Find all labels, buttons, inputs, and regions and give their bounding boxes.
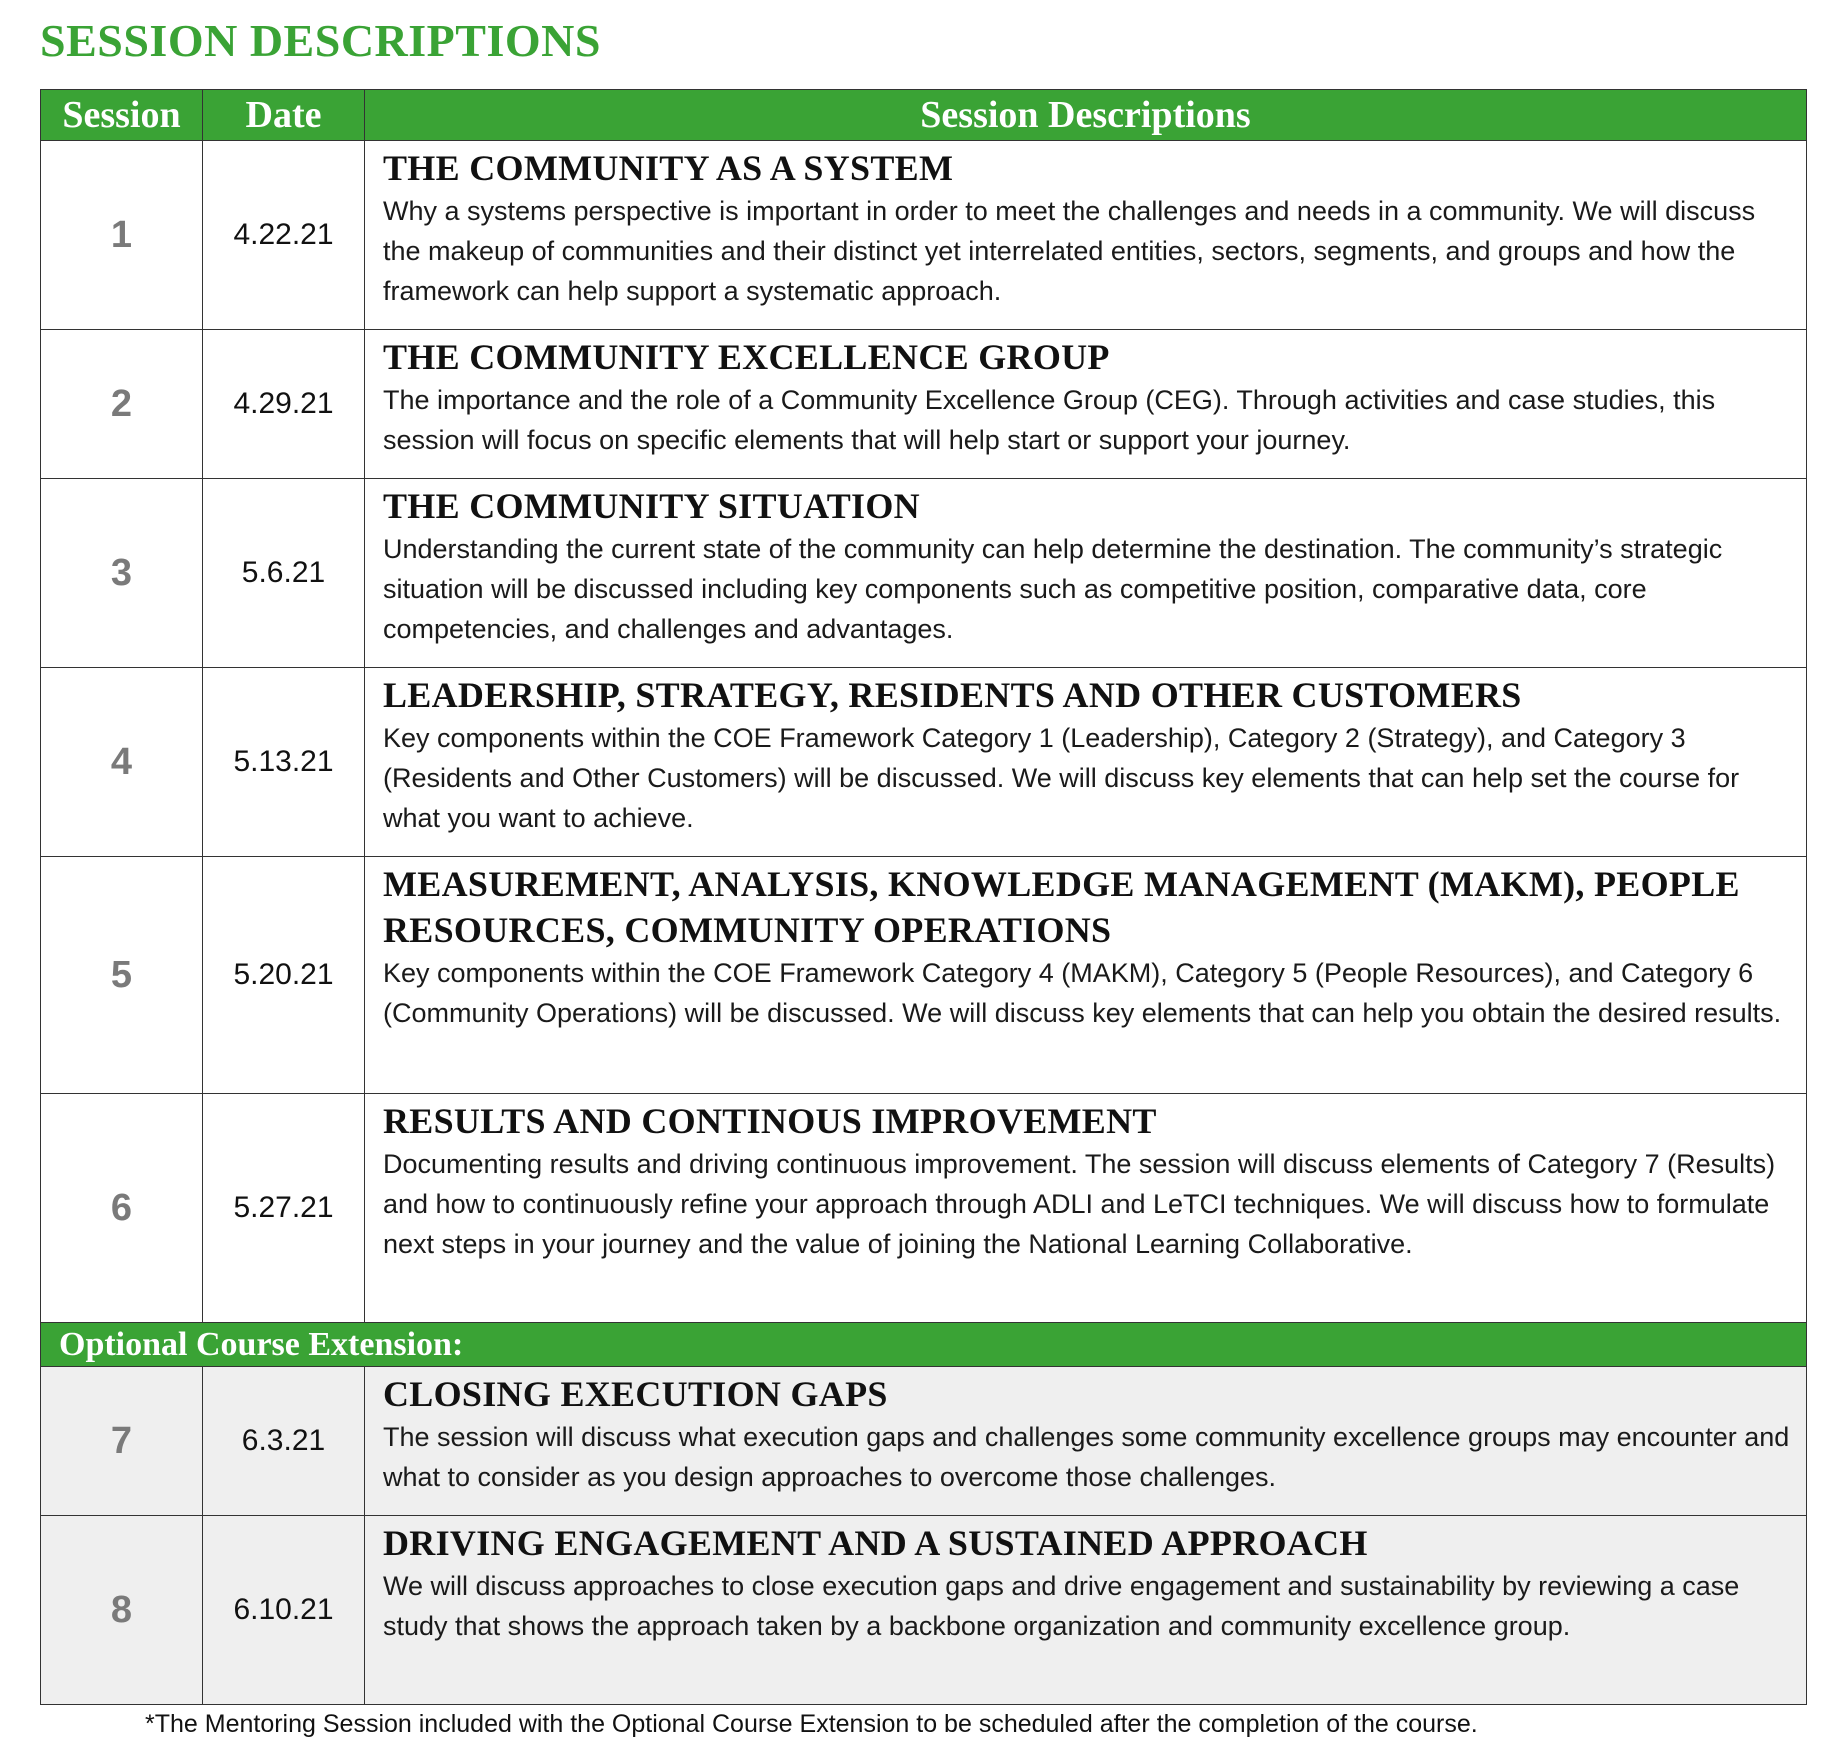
session-number: 1 [41,141,203,330]
session-title: DRIVING ENGAGEMENT AND A SUSTAINED APPROACH [383,1523,1368,1563]
table-row [41,1094,1807,1323]
page-title: SESSION DESCRIPTIONS [40,15,601,66]
session-description: Key components within the COE Framework Category 1 (Leadership), Category 2 (Strategy), and Category 3 (Residents and Other Customers) will be discussed. We will discuss key elements that can help set the course for what you want to achieve. [383,723,1740,833]
session-description-cell [365,479,1807,668]
session-title: RESULTS AND CONTINOUS IMPROVEMENT [383,1101,1157,1141]
table-row [41,1367,1807,1516]
session-number: 2 [41,330,203,479]
session-description: Documenting results and driving continuous improvement. The session will discuss elements of Category 7 (Results) and how to continuously refine your approach through ADLI and LeTCI techniques. We will discuss how to formulate next steps in your journey and the value of joining the National Learning Collaborative. [383,1149,1776,1259]
header-descriptions: Session Descriptions [365,90,1807,141]
session-description-cell [365,857,1807,1094]
footnote: *The Mentoring Session included with the Optional Course Extension to be scheduled after the completion of the course. [145,1710,1478,1738]
session-number: 8 [41,1516,203,1705]
session-description: The session will discuss what execution gaps and challenges some community excellence groups may encounter and what to consider as you design approaches to overcome those challenges. [383,1422,1790,1492]
session-title: THE COMMUNITY EXCELLENCE GROUP [383,337,1110,377]
session-description-cell [365,1516,1807,1705]
session-number: 3 [41,479,203,668]
header-session: Session [41,90,203,141]
session-date: 4.22.21 [203,141,365,330]
optional-extension-row [41,1323,1807,1367]
session-date: 5.27.21 [203,1094,365,1323]
session-date: 5.6.21 [203,479,365,668]
session-description-cell [365,1094,1807,1323]
session-number: 7 [41,1367,203,1516]
session-date: 4.29.21 [203,330,365,479]
table-row [41,857,1807,1094]
session-number: 6 [41,1094,203,1323]
session-description-cell [365,330,1807,479]
session-date: 6.10.21 [203,1516,365,1705]
session-description: Key components within the COE Framework Category 4 (MAKM), Category 5 (People Resources), and Category 6 (Community Operations) will be discussed. We will discuss key elements that can help you obtain the desired results. [383,958,1782,1028]
session-title: THE COMMUNITY AS A SYSTEM [383,148,954,188]
session-title: MEASUREMENT, ANALYSIS, KNOWLEDGE MANAGEMENT (MAKM), PEOPLE RESOURCES, COMMUNITY OPERATIONS [383,864,1740,950]
session-description-cell [365,141,1807,330]
session-date: 5.13.21 [203,668,365,857]
session-description: The importance and the role of a Community Excellence Group (CEG). Through activities and case studies, this session will focus on specific elements that will help start or support your journey. [383,385,1716,455]
session-date: 5.20.21 [203,857,365,1094]
session-description: Understanding the current state of the community can help determine the destination. The community’s strategic situation will be discussed including key components such as competitive position, comparative data, core competencies, and challenges and advantages. [383,534,1723,644]
session-description-cell [365,1367,1807,1516]
session-description-cell [365,668,1807,857]
session-date: 6.3.21 [203,1367,365,1516]
session-title: CLOSING EXECUTION GAPS [383,1374,888,1414]
table-row [41,330,1807,479]
session-title: LEADERSHIP, STRATEGY, RESIDENTS AND OTHER CUSTOMERS [383,675,1522,715]
session-description: Why a systems perspective is important in order to meet the challenges and needs in a community. We will discuss the makeup of communities and their distinct yet interrelated entities, sectors, segments, and groups and how the framework can help support a systematic approach. [383,196,1756,306]
table-row [41,141,1807,330]
table-row [41,668,1807,857]
table-row [41,479,1807,668]
header-date: Date [203,90,365,141]
table-row [41,1516,1807,1705]
session-title: THE COMMUNITY SITUATION [383,486,920,526]
session-description: We will discuss approaches to close execution gaps and drive engagement and sustainability by reviewing a case study that shows the approach taken by a backbone organization and community excellence group. [383,1571,1740,1641]
optional-extension-label: Optional Course Extension: [41,1323,1807,1367]
session-number: 4 [41,668,203,857]
session-number: 5 [41,857,203,1094]
table-header-row [41,90,1807,141]
session-table [40,89,1807,1705]
